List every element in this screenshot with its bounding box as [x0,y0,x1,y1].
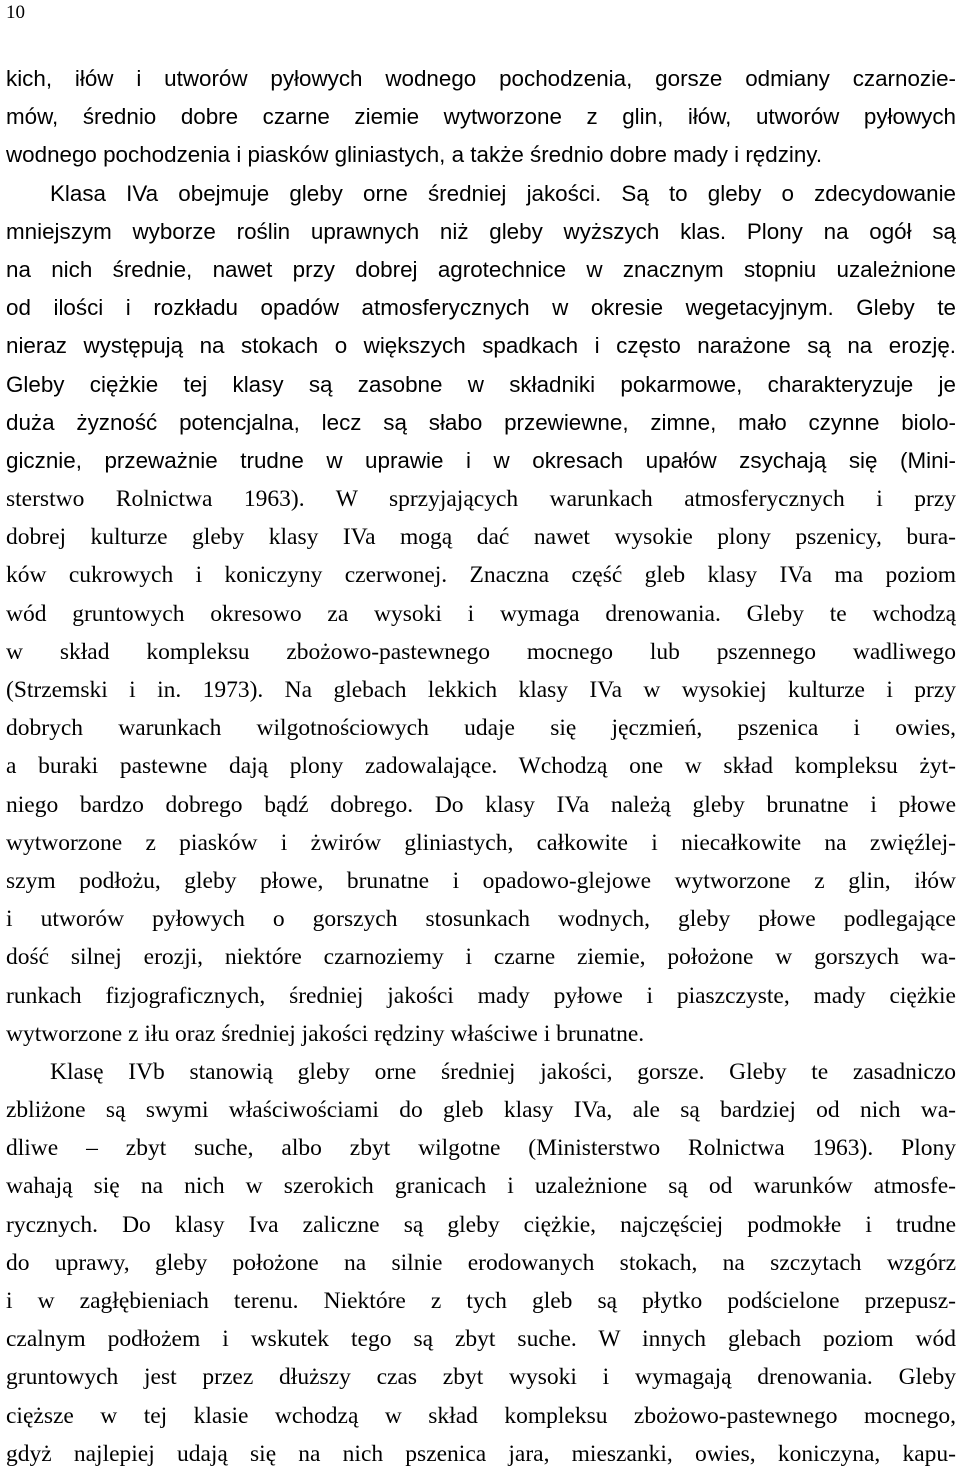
text-line: Klasę IVb stanowią gleby orne średniej jakości, gorsze. Gleby te zasadniczo [50,1058,956,1085]
text-line: Gleby ciężkie tej klasy są zasobne w składniki pokarmowe, charakteryzuje je [6,371,956,397]
page-number: 10 [6,2,25,23]
text-line: niego bardzo dobrego bądź dobrego. Do klasy IVa należą gleby brunatne i płowe [6,791,956,818]
text-line: nieraz występują na stokach o większych spadkach i często narażone są na erozję. [6,333,956,359]
text-line: dobrych warunkach wilgotnościowych udaje się jęczmień, pszenica i owies, [6,715,956,742]
text-line: a buraki pastewne dają plony zadowalające. Wchodzą one w skład kompleksu żyt- [6,753,956,780]
text-line: gruntowych jest przez dłuższy czas zbyt wysoki i wymagają drenowania. Gleby [6,1364,956,1391]
text-line: zbliżone są swymi właściwościami do gleb klasy IVa, ale są bardziej od nich wa- [6,1097,956,1124]
text-line: i utworów pyłowych o gorszych stosunkach wodnych, gleby płowe podlegające [6,906,956,933]
text-line: dość silnej erozji, niektóre czarnoziemy i czarne ziemie, położone w gorszych wa- [6,944,956,971]
text-line: mów, średnio dobre czarne ziemie wytworzone z glin, iłów, utworów pyłowych [6,104,956,130]
text-line: gdyż najlepiej udają się na nich pszenica jara, mieszanki, owies, koniczyna, kapu- [6,1440,956,1467]
body-text [6,60,956,1473]
text-line: mniejszym wyborze roślin uprawnych niż gleby wyższych klas. Plony na ogół są [6,218,956,244]
text-line: dliwe – zbyt suche, albo zbyt wilgotne (Ministerstwo Rolnictwa 1963). Plony [6,1135,956,1162]
text-line: runkach fizjograficznych, średniej jakości mady pyłowe i piaszczyste, mady ciężkie [6,982,956,1009]
text-line: do uprawy, gleby położone na silnie erodowanych stokach, na szczytach wzgórz [6,1249,956,1276]
text-line: wód gruntowych okresowo za wysoki i wymaga drenowania. Gleby te wchodzą [6,600,956,627]
text-line: sterstwo Rolnictwa 1963). W sprzyjających warunkach atmosferycznych i przy [6,486,956,513]
text-line: rycznych. Do klasy Iva zaliczne są gleby ciężkie, najczęściej podmokłe i trudne [6,1211,956,1238]
text-line: gicznie, przeważnie trudne w uprawie i w okresach upałów zsychają się (Mini- [6,447,956,473]
text-line: wytworzone z piasków i żwirów gliniastych, całkowite i niecałkowite na zwięźlej- [6,829,956,856]
text-line: czalnym podłożem i wskutek tego są zbyt suche. W innych glebach poziom wód [6,1326,956,1353]
text-line: cięższe w tej klasie wchodzą w skład kompleksu zbożowo-pastewnego mocnego, [6,1402,956,1429]
text-line: od ilości i rozkładu opadów atmosferycznych w okresie wegetacyjnym. Gleby te [6,295,956,321]
text-line: kich, iłów i utworów pyłowych wodnego pochodzenia, gorsze odmiany czarnozie- [6,66,956,91]
text-line: (Strzemski i in. 1973). Na glebach lekkich klasy IVa w wysokiej kulturze i przy [6,677,956,703]
text-line: wytworzone z iłu oraz średniej jakości rędziny właściwe i brunatne. [6,1020,645,1047]
text-line: i w zagłębieniach terenu. Niektóre z tych gleb są płytko podścielone przepusz- [6,1288,956,1314]
text-line: wodnego pochodzenia i piasków gliniastych, a także średnio dobre mady i rędziny. [6,142,823,168]
text-line: ków cukrowych i koniczyny czerwonej. Znaczna część gleb klasy IVa ma poziom [6,562,956,589]
text-line: dobrej kulturze gleby klasy IVa mogą dać nawet wysokie plony pszenicy, bura- [6,524,956,551]
text-line: szym podłożu, gleby płowe, brunatne i opadowo-glejowe wytworzone z glin, iłów [6,867,956,894]
text-line: w skład kompleksu zbożowo-pastewnego mocnego lub pszennego wadliwego [6,638,956,665]
text-line: wahają się na nich w szerokich granicach i uzależnione są od warunków atmosfe- [6,1173,956,1200]
text-line: Klasa IVa obejmuje gleby orne średniej jakości. Są to gleby o zdecydowanie [50,180,956,206]
text-line: duża żyzność potencjalna, lecz są słabo przewiewne, zimne, mało czynne biolo- [6,409,956,435]
text-line: na nich średnie, nawet przy dobrej agrotechnice w znacznym stopniu uzależnione [6,256,956,282]
